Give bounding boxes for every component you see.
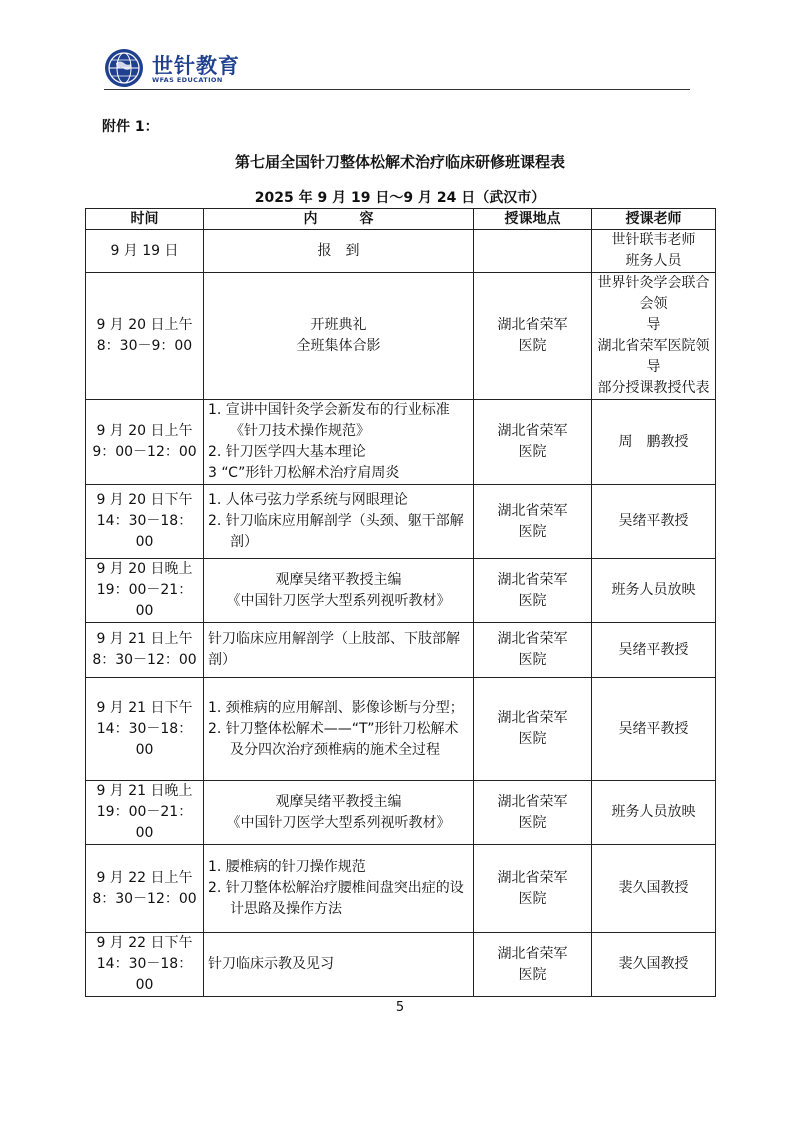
column-header-content: 内 容	[204, 209, 474, 230]
content-line: 2. 针刀医学四大基本理论	[208, 444, 366, 460]
place-line: 湖北省荣军	[497, 793, 568, 810]
place-line: 湖北省荣军	[497, 502, 568, 519]
cell-teacher	[592, 273, 716, 400]
content-line: 观摩吴绪平教授主编	[275, 793, 402, 810]
place-line: 湖北省荣军	[497, 571, 568, 588]
cell-teacher	[592, 400, 716, 485]
time-line: 9 月 21 日下午	[96, 699, 193, 716]
document-title: 第七届全国针刀整体松解术治疗临床研修班课程表	[234, 153, 565, 171]
place-line: 医院	[518, 890, 547, 907]
cell-time	[86, 933, 204, 997]
schedule-table	[85, 208, 716, 997]
time-line: 14：30－18：00	[96, 513, 193, 550]
cell-time	[86, 678, 204, 781]
time-line: 14：30－18：00	[96, 956, 193, 993]
table-header-row	[86, 209, 716, 230]
time-line: 9 月 21 日晚上	[96, 783, 193, 799]
teacher-line: 吴绪平教授	[618, 641, 689, 658]
teacher-line: 吴绪平教授	[618, 513, 689, 529]
table-row	[86, 845, 716, 933]
teacher-line: 班务人员放映	[611, 804, 696, 820]
table-row	[86, 781, 716, 845]
teacher-line: 湖北省荣军医院领导	[597, 338, 710, 375]
time-line: 8：30－9：00	[96, 338, 193, 354]
time-line: 19：00－21：00	[96, 804, 193, 841]
teacher-line: 班务人员	[625, 253, 682, 269]
time-line: 9 月 20 日晚上	[96, 561, 193, 577]
teacher-line: 裴久国教授	[618, 880, 689, 896]
teacher-line: 世针联韦老师	[611, 232, 696, 248]
cell-content	[204, 678, 474, 781]
content-line: 2. 针刀整体松解治疗腰椎间盘突出症的设计思路及操作方法	[208, 880, 464, 917]
cell-place	[474, 273, 592, 400]
column-header-place: 授课地点	[474, 209, 592, 230]
content-line: 《中国针刀医学大型系列视听教材》	[226, 592, 451, 609]
cell-place	[474, 559, 592, 623]
place-line: 医院	[518, 966, 547, 983]
header-divider	[104, 89, 690, 90]
cell-place	[474, 678, 592, 781]
teacher-line: 裴久国教授	[618, 956, 689, 972]
cell-time	[86, 400, 204, 485]
table-row	[86, 485, 716, 559]
time-line: 9 月 22 日下午	[96, 935, 193, 951]
table-row	[86, 933, 716, 997]
place-line: 医院	[518, 652, 547, 668]
time-line: 9 月 20 日上午	[96, 317, 193, 333]
time-line: 9：00－12：00	[92, 444, 197, 460]
cell-place	[474, 845, 592, 933]
globe-logo-icon	[104, 48, 144, 88]
place-line: 湖北省荣军	[497, 869, 568, 886]
time-line: 8：30－12：00	[92, 890, 197, 907]
cell-time	[86, 230, 204, 273]
cell-content	[204, 781, 474, 845]
cell-time	[86, 781, 204, 845]
cell-teacher	[592, 678, 716, 781]
attachment-label: 附件 1：	[102, 119, 159, 135]
time-line: 9 月 21 日上午	[96, 631, 193, 647]
place-line: 湖北省荣军	[497, 317, 568, 333]
cell-content	[204, 933, 474, 997]
time-line: 9 月 19 日	[110, 242, 179, 259]
page-number: 5	[395, 1000, 405, 1015]
content-line: 1. 颈椎病的应用解剖、影像诊断与分型；	[208, 699, 464, 716]
time-line: 9 月 20 日上午	[96, 423, 193, 439]
time-line: 9 月 22 日上午	[96, 869, 193, 886]
cell-place	[474, 781, 592, 845]
column-header-time: 时间	[86, 209, 204, 230]
cell-place	[474, 485, 592, 559]
place-line: 医院	[518, 731, 547, 747]
time-line: 8：30－12：00	[92, 652, 197, 668]
content-line: 2. 针刀临床应用解剖学（头颈、躯干部解剖）	[208, 513, 464, 550]
column-header-teacher: 授课老师	[592, 209, 716, 230]
cell-place	[474, 230, 592, 273]
schedule-body	[86, 230, 716, 997]
place-line: 医院	[518, 814, 547, 831]
content-line: 全班集体合影	[296, 338, 381, 354]
content-line: 2. 针刀整体松解术——“T”形针刀松解术及分四次治疗颈椎病的施术全过程	[208, 720, 459, 758]
table-row	[86, 678, 716, 781]
place-line: 湖北省荣军	[497, 945, 568, 962]
place-line: 医院	[518, 444, 547, 460]
time-line: 19：00－21：00	[96, 582, 193, 619]
content-line: 观摩吴绪平教授主编	[275, 571, 402, 588]
page-header	[104, 48, 694, 90]
place-line: 医院	[518, 592, 547, 609]
teacher-line: 世界针灸学会联合会领	[597, 275, 710, 312]
table-row	[86, 559, 716, 623]
cell-time	[86, 273, 204, 400]
logo-chinese-text: 世针教育	[152, 54, 240, 78]
cell-teacher	[592, 559, 716, 623]
content-line: 针刀临床应用解剖学（上肢部、下肢部解剖）	[208, 631, 460, 668]
cell-place	[474, 623, 592, 678]
cell-teacher	[592, 230, 716, 273]
time-line: 9 月 20 日下午	[96, 492, 193, 508]
cell-place	[474, 933, 592, 997]
content-line: 1. 腰椎病的针刀操作规范	[208, 859, 366, 875]
cell-place	[474, 400, 592, 485]
cell-teacher	[592, 623, 716, 678]
document-subtitle: 2025 年 9 月 19 日～9 月 24 日（武汉市）	[254, 190, 546, 206]
content-line: 《中国针刀医学大型系列视听教材》	[226, 814, 451, 831]
teacher-line: 吴绪平教授	[618, 720, 689, 737]
cell-content	[204, 559, 474, 623]
time-line: 14：30－18：00	[96, 720, 193, 758]
cell-content	[204, 400, 474, 485]
cell-time	[86, 559, 204, 623]
cell-content	[204, 845, 474, 933]
content-line: 报 到	[317, 242, 360, 259]
cell-teacher	[592, 485, 716, 559]
place-line: 湖北省荣军	[497, 423, 568, 439]
cell-teacher	[592, 933, 716, 997]
table-row	[86, 623, 716, 678]
table-row	[86, 273, 716, 400]
place-line: 医院	[518, 523, 547, 540]
place-line: 湖北省荣军	[497, 631, 568, 647]
cell-content	[204, 623, 474, 678]
content-line: 3 “C”形针刀松解术治疗肩周炎	[208, 465, 400, 481]
cell-content	[204, 273, 474, 400]
content-line: 针刀临床示教及见习	[208, 956, 334, 972]
cell-content	[204, 230, 474, 273]
teacher-line: 班务人员放映	[611, 582, 696, 598]
place-line: 医院	[518, 338, 547, 354]
logo-english-text: WFAS EDUCATION	[152, 76, 223, 84]
content-line: 1. 人体弓弦力学系统与网眼理论	[208, 492, 408, 508]
content-line: 1. 宣讲中国针灸学会新发布的行业标准《针刀技术操作规范》	[208, 402, 450, 439]
cell-teacher	[592, 781, 716, 845]
table-row	[86, 400, 716, 485]
content-line: 开班典礼	[310, 317, 367, 333]
teacher-line: 部分授课教授代表	[597, 380, 710, 396]
cell-teacher	[592, 845, 716, 933]
cell-time	[86, 485, 204, 559]
cell-content	[204, 485, 474, 559]
teacher-line: 周 鹏教授	[618, 433, 689, 450]
place-line: 湖北省荣军	[497, 710, 568, 726]
cell-time	[86, 845, 204, 933]
teacher-line: 导	[646, 317, 661, 333]
cell-time	[86, 623, 204, 678]
table-row	[86, 230, 716, 273]
